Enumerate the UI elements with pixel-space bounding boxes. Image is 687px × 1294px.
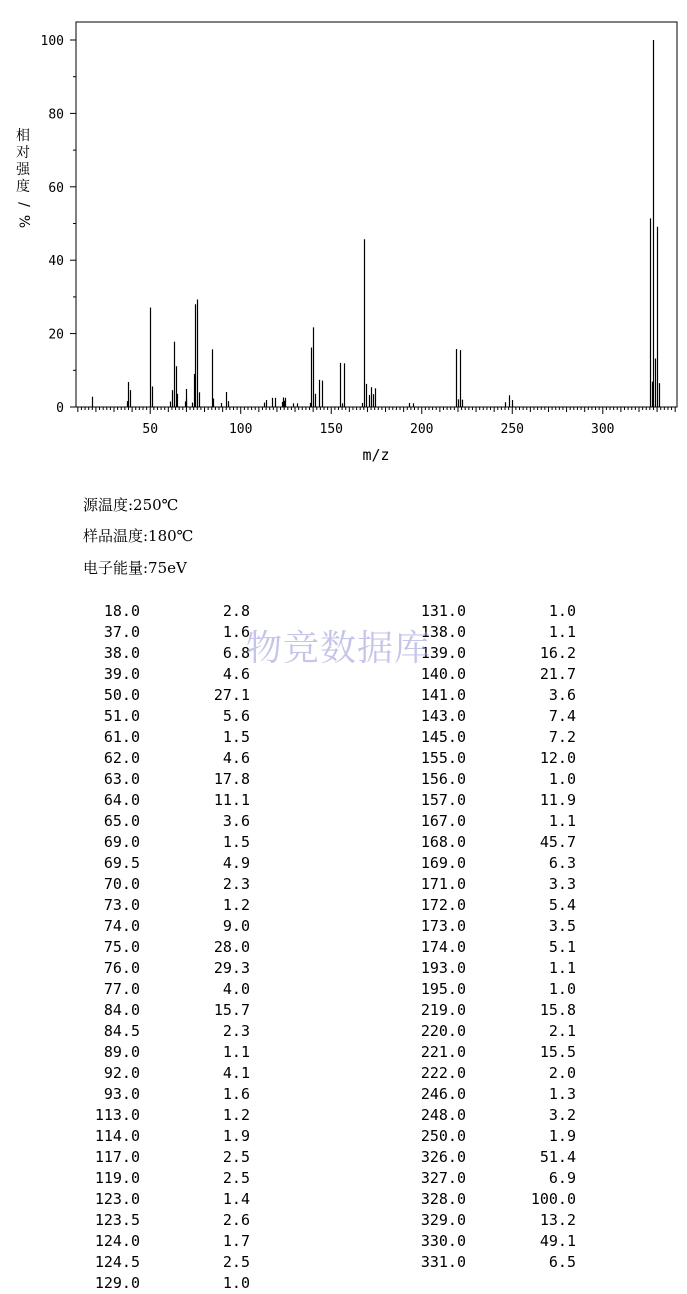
peak-mz: 37.0: [103, 623, 140, 641]
peak-mz: 143.0: [420, 707, 466, 725]
peak-mz: 84.0: [103, 1001, 140, 1019]
peak-intensity: 3.6: [222, 812, 250, 830]
y-tick-label: 60: [48, 180, 64, 196]
peak-mz: 168.0: [420, 833, 466, 851]
peak-intensity: 6.8: [222, 644, 250, 662]
peak-intensity: 28.0: [213, 938, 250, 956]
peak-intensity: 1.1: [548, 812, 576, 830]
peak-intensity: 7.4: [548, 707, 576, 725]
y-tick-label: 100: [40, 34, 64, 49]
peak-intensity: 1.6: [222, 623, 250, 641]
peak-mz: 113.0: [94, 1106, 140, 1124]
peak-mz: 117.0: [94, 1148, 140, 1166]
source-temperature: 源温度:250℃: [83, 496, 179, 514]
peak-intensity: 2.3: [222, 875, 250, 893]
peak-mz: 129.0: [94, 1274, 140, 1292]
peak-mz: 63.0: [103, 770, 140, 788]
peak-intensity: 2.8: [222, 602, 250, 620]
peak-intensity: 1.0: [222, 1274, 250, 1292]
peak-mz: 84.5: [103, 1022, 140, 1040]
peak-intensity: 11.9: [539, 791, 576, 809]
peak-intensity: 4.6: [222, 749, 250, 767]
peak-intensity: 3.5: [548, 917, 576, 935]
peak-mz: 62.0: [103, 749, 140, 767]
peak-mz: 145.0: [420, 728, 466, 746]
peak-mz: 70.0: [103, 875, 140, 893]
peak-intensity: 2.6: [222, 1211, 250, 1229]
peak-mz: 138.0: [420, 623, 466, 641]
peak-mz: 123.5: [94, 1211, 140, 1229]
peak-intensity: 100.0: [530, 1190, 576, 1208]
x-tick-label: 50: [142, 422, 159, 437]
peak-intensity: 1.9: [222, 1127, 250, 1145]
peak-mz: 93.0: [103, 1085, 140, 1103]
x-tick-label: 250: [500, 422, 525, 437]
peak-intensity: 1.1: [548, 623, 576, 641]
peak-intensity: 7.2: [548, 728, 576, 746]
peak-intensity: 9.0: [222, 917, 250, 935]
peak-intensity: 2.1: [548, 1022, 576, 1040]
peak-intensity: 2.5: [222, 1169, 250, 1187]
peak-intensity: 1.2: [222, 896, 250, 914]
peak-mz: 114.0: [94, 1127, 140, 1145]
peak-intensity: 2.3: [222, 1022, 250, 1040]
peak-mz: 222.0: [420, 1064, 466, 1082]
peak-intensity: 2.5: [222, 1148, 250, 1166]
peak-intensity: 1.5: [222, 728, 250, 746]
y-axis-ticks: [41, 34, 76, 416]
peak-mz: 123.0: [94, 1190, 140, 1208]
y-tick-label: 80: [48, 107, 64, 123]
peak-mz: 328.0: [420, 1190, 466, 1208]
peak-mz: 75.0: [103, 938, 140, 956]
peak-intensity: 1.6: [222, 1085, 250, 1103]
peak-mz: 89.0: [103, 1043, 140, 1061]
peak-mz: 248.0: [420, 1106, 466, 1124]
y-tick-label: 20: [48, 327, 64, 343]
peak-intensity: 6.5: [548, 1253, 576, 1271]
peak-mz: 193.0: [420, 959, 466, 977]
peak-mz: 167.0: [420, 812, 466, 830]
peak-mz: 76.0: [103, 959, 140, 977]
peak-mz: 331.0: [420, 1253, 466, 1271]
peak-mz: 139.0: [420, 644, 466, 662]
peak-mz: 219.0: [420, 1001, 466, 1019]
peak-mz: 169.0: [420, 854, 466, 872]
peak-mz: 326.0: [420, 1148, 466, 1166]
peak-mz: 50.0: [103, 686, 140, 704]
peak-intensity: 2.0: [548, 1064, 576, 1082]
peak-intensity: 16.2: [539, 644, 576, 662]
peak-mz: 51.0: [103, 707, 140, 725]
peak-mz: 124.0: [94, 1232, 140, 1250]
peak-mz: 174.0: [420, 938, 466, 956]
peak-mz: 172.0: [420, 896, 466, 914]
x-tick-label: 200: [410, 422, 434, 437]
peak-intensity: 1.1: [222, 1043, 250, 1061]
peak-intensity: 15.7: [213, 1001, 250, 1019]
peak-intensity: 51.4: [539, 1148, 576, 1166]
peak-intensity: 6.9: [548, 1169, 576, 1187]
peak-intensity: 3.6: [548, 686, 576, 704]
peak-intensity: 5.1: [548, 938, 576, 956]
sample-temperature: 样品温度:180℃: [83, 527, 194, 545]
x-axis-ticks: [78, 407, 675, 437]
peak-intensity: 15.5: [539, 1043, 576, 1061]
peak-intensity: 49.1: [539, 1232, 576, 1250]
peak-intensity: 4.9: [222, 854, 250, 872]
peak-intensity: 15.8: [539, 1001, 576, 1019]
peak-mz: 329.0: [420, 1211, 466, 1229]
peak-mz: 221.0: [420, 1043, 466, 1061]
plot-frame: [76, 22, 677, 407]
x-tick-label: 100: [228, 422, 253, 437]
peak-mz: 155.0: [420, 749, 466, 767]
peak-mz: 173.0: [420, 917, 466, 935]
peak-mz: 171.0: [420, 875, 466, 893]
peak-mz: 250.0: [420, 1127, 466, 1145]
peak-mz: 64.0: [103, 791, 140, 809]
peak-intensity: 1.3: [548, 1085, 576, 1103]
x-tick-label: 150: [319, 422, 343, 437]
electron-energy: 电子能量:75eV: [83, 559, 187, 577]
peak-mz: 246.0: [420, 1085, 466, 1103]
peak-mz: 18.0: [103, 602, 140, 620]
peak-mz: 73.0: [103, 896, 140, 914]
peak-intensity: 1.0: [548, 770, 576, 788]
peak-intensity: 3.2: [548, 1106, 576, 1124]
peak-mz: 69.5: [103, 854, 140, 872]
peak-intensity: 1.5: [222, 833, 250, 851]
peak-intensity: 27.1: [213, 686, 250, 704]
x-axis-label: m/z: [362, 446, 390, 464]
y-tick-label: 0: [56, 401, 64, 416]
x-tick-label: 300: [591, 422, 615, 437]
peak-intensity: 13.2: [539, 1211, 576, 1229]
peak-mz: 38.0: [103, 644, 140, 662]
peak-mz: 140.0: [420, 665, 466, 683]
peak-mz: 156.0: [420, 770, 466, 788]
peak-mz: 220.0: [420, 1022, 466, 1040]
peak-intensity: 11.1: [213, 791, 250, 809]
peak-mz: 330.0: [420, 1232, 466, 1250]
y-tick-label: 40: [48, 254, 64, 270]
peak-mz: 61.0: [103, 728, 140, 746]
peak-intensity: 1.9: [548, 1127, 576, 1145]
peak-mz: 77.0: [103, 980, 140, 998]
peak-mz: 92.0: [103, 1064, 140, 1082]
peak-intensity: 4.0: [222, 980, 250, 998]
peak-intensity: 6.3: [548, 854, 576, 872]
peak-mz: 69.0: [103, 833, 140, 851]
peak-intensity: 1.0: [548, 980, 576, 998]
peak-mz: 39.0: [103, 665, 140, 683]
peak-intensity: 1.2: [222, 1106, 250, 1124]
peak-bars: [93, 40, 660, 407]
peak-intensity: 5.6: [222, 707, 250, 725]
peak-mz: 157.0: [420, 791, 466, 809]
peak-intensity: 2.5: [222, 1253, 250, 1271]
peak-mz: 195.0: [420, 980, 466, 998]
peak-intensity: 12.0: [539, 749, 576, 767]
peak-mz: 119.0: [94, 1169, 140, 1187]
peak-mz: 74.0: [103, 917, 140, 935]
watermark: 物竞数据库: [246, 628, 432, 669]
peak-intensity: 4.6: [222, 665, 250, 683]
peak-intensity: 4.1: [222, 1064, 250, 1082]
peak-intensity: 45.7: [539, 833, 576, 851]
y-axis-label: 相 对 强 度 / %: [15, 128, 32, 229]
peak-mz: 131.0: [420, 602, 466, 620]
peak-mz: 124.5: [94, 1253, 140, 1271]
peak-intensity: 17.8: [213, 770, 250, 788]
peak-intensity: 1.4: [222, 1190, 250, 1208]
mass-spectrum-chart: [0, 0, 687, 475]
peak-intensity: 29.3: [213, 959, 250, 977]
peak-mz: 65.0: [103, 812, 140, 830]
peak-intensity: 5.4: [548, 896, 576, 914]
peak-intensity: 1.0: [548, 602, 576, 620]
peak-mz: 327.0: [420, 1169, 466, 1187]
peak-intensity: 1.1: [548, 959, 576, 977]
peak-intensity: 21.7: [539, 665, 576, 683]
peak-intensity: 3.3: [548, 875, 576, 893]
peak-mz: 141.0: [420, 686, 466, 704]
peak-intensity: 1.7: [222, 1232, 250, 1250]
